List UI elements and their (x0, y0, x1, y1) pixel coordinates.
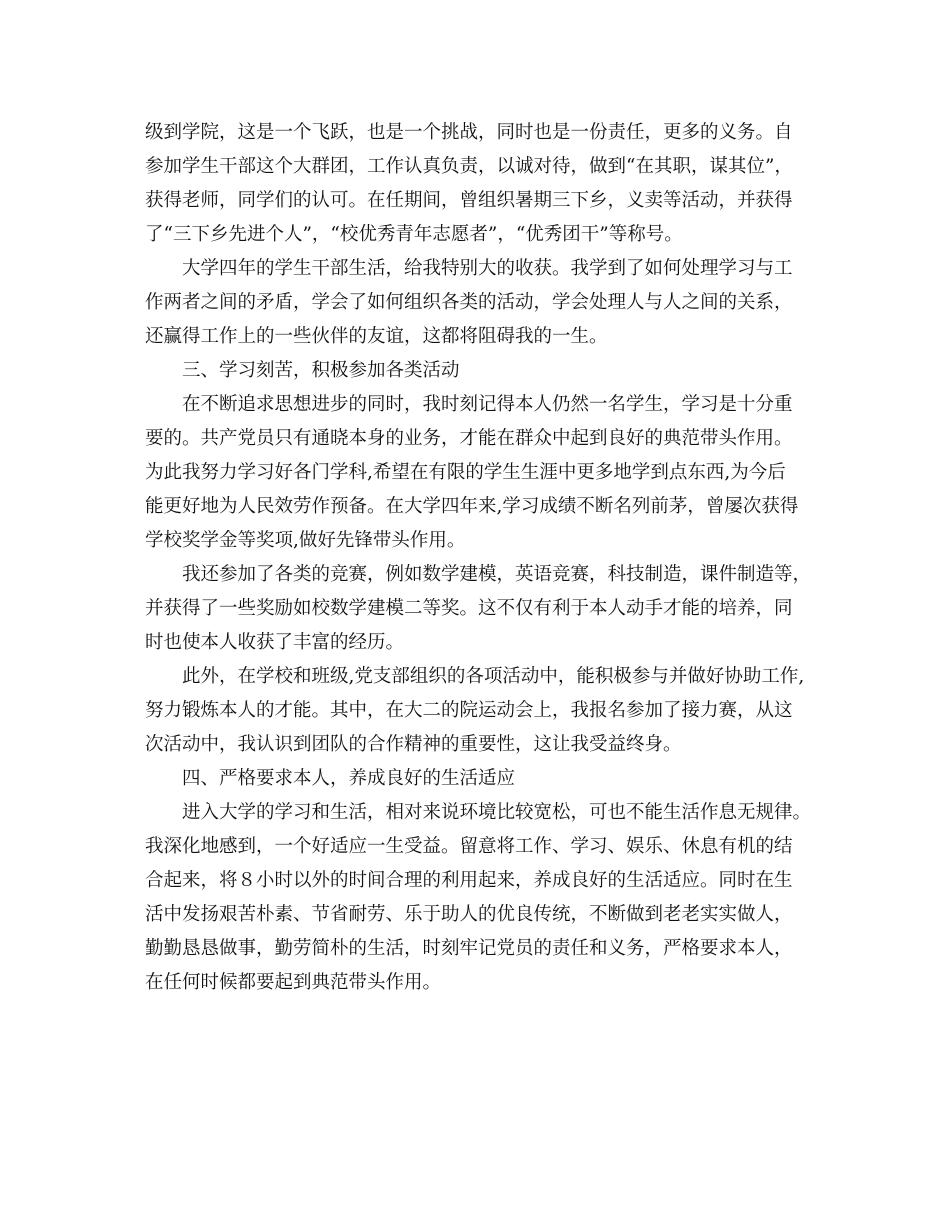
section-heading: 三、学习刻苦，积极参加各类活动 (182, 360, 460, 381)
text-line: 并获得了一些奖励如校数学建模二等奖。这不仅有利于本人动手才能的培养，同 (145, 598, 793, 619)
text-line: 要的。共产党员只有通晓本身的业务，才能在群众中起到良好的典范带头作用。 (145, 428, 793, 449)
paragraph-first-line: 在不断追求思想进步的同时，我时刻记得本人仍然一名学生，学习是十分重 (182, 394, 793, 415)
section-heading: 四、严格要求本人，养成良好的生活适应 (182, 768, 516, 789)
paragraph-first-line: 我还参加了各类的竞赛，例如数学建模，英语竞赛，科技制造，课件制造等， (182, 564, 812, 585)
text-line: 还赢得工作上的一些伙伴的友谊，这都将阻碍我的一生。 (145, 326, 608, 347)
text-line: 能更好地为人民效劳作预备。在大学四年来,学习成绩不断名列前茅，曾屡次获得 (145, 496, 799, 517)
text-line: 了“三下乡先进个人”，“校优秀青年志愿者”，“优秀团干”等称号。 (145, 224, 683, 245)
text-line: 学校奖学金等奖项,做好先锋带头作用。 (145, 530, 466, 551)
text-line: 在任何时候都要起到典范带头作用。 (145, 972, 442, 993)
text-line: 勤勤恳恳做事，勤劳简朴的生活，时刻牢记党员的责任和义务，严格要求本人， (145, 938, 793, 959)
text-line: 努力锻炼本人的才能。其中，在大二的院运动会上，我报名参加了接力赛，从这 (145, 700, 793, 721)
text-line: 合起来，将８小时以外的时间合理的利用起来，养成良好的生活适应。同时在生 (145, 870, 793, 891)
text-line: 作两者之间的矛盾，学会了如何组织各类的活动，学会处理人与人之间的关系， (145, 292, 793, 313)
text-line: 时也使本人收获了丰富的经历。 (145, 632, 405, 653)
text-line: 我深化地感到，一个好适应一生受益。留意将工作、学习、娱乐、休息有机的结 (145, 836, 793, 857)
document-page (145, 116, 813, 1000)
paragraph-first-line: 此外，在学校和班级,党支部组织的各项活动中，能积极参与并做好协助工作, (182, 666, 805, 687)
text-line: 参加学生干部这个大群团，工作认真负责，以诚对待，做到“在其职，谋其位”， (145, 156, 793, 177)
text-line: 为此我努力学习好各门学科,希望在有限的学生生涯中更多地学到点东西,为今后 (145, 462, 786, 483)
paragraph-first-line: 大学四年的学生干部生活，给我特别大的收获。我学到了如何处理学习与工 (182, 258, 793, 279)
text-line: 活中发扬艰苦朴素、节省耐劳、乐于助人的优良传统，不断做到老老实实做人， (145, 904, 793, 925)
paragraph-first-line: 进入大学的学习和生活，相对来说环境比较宽松，可也不能生活作息无规律。 (182, 802, 812, 823)
text-line: 级到学院，这是一个飞跃，也是一个挑战，同时也是一份责任，更多的义务。自 (145, 122, 793, 143)
text-line: 获得老师，同学们的认可。在任期间，曾组织暑期三下乡，义卖等活动，并获得 (145, 190, 793, 211)
text-line: 次活动中，我认识到团队的合作精神的重要性，这让我受益终身。 (145, 734, 682, 755)
